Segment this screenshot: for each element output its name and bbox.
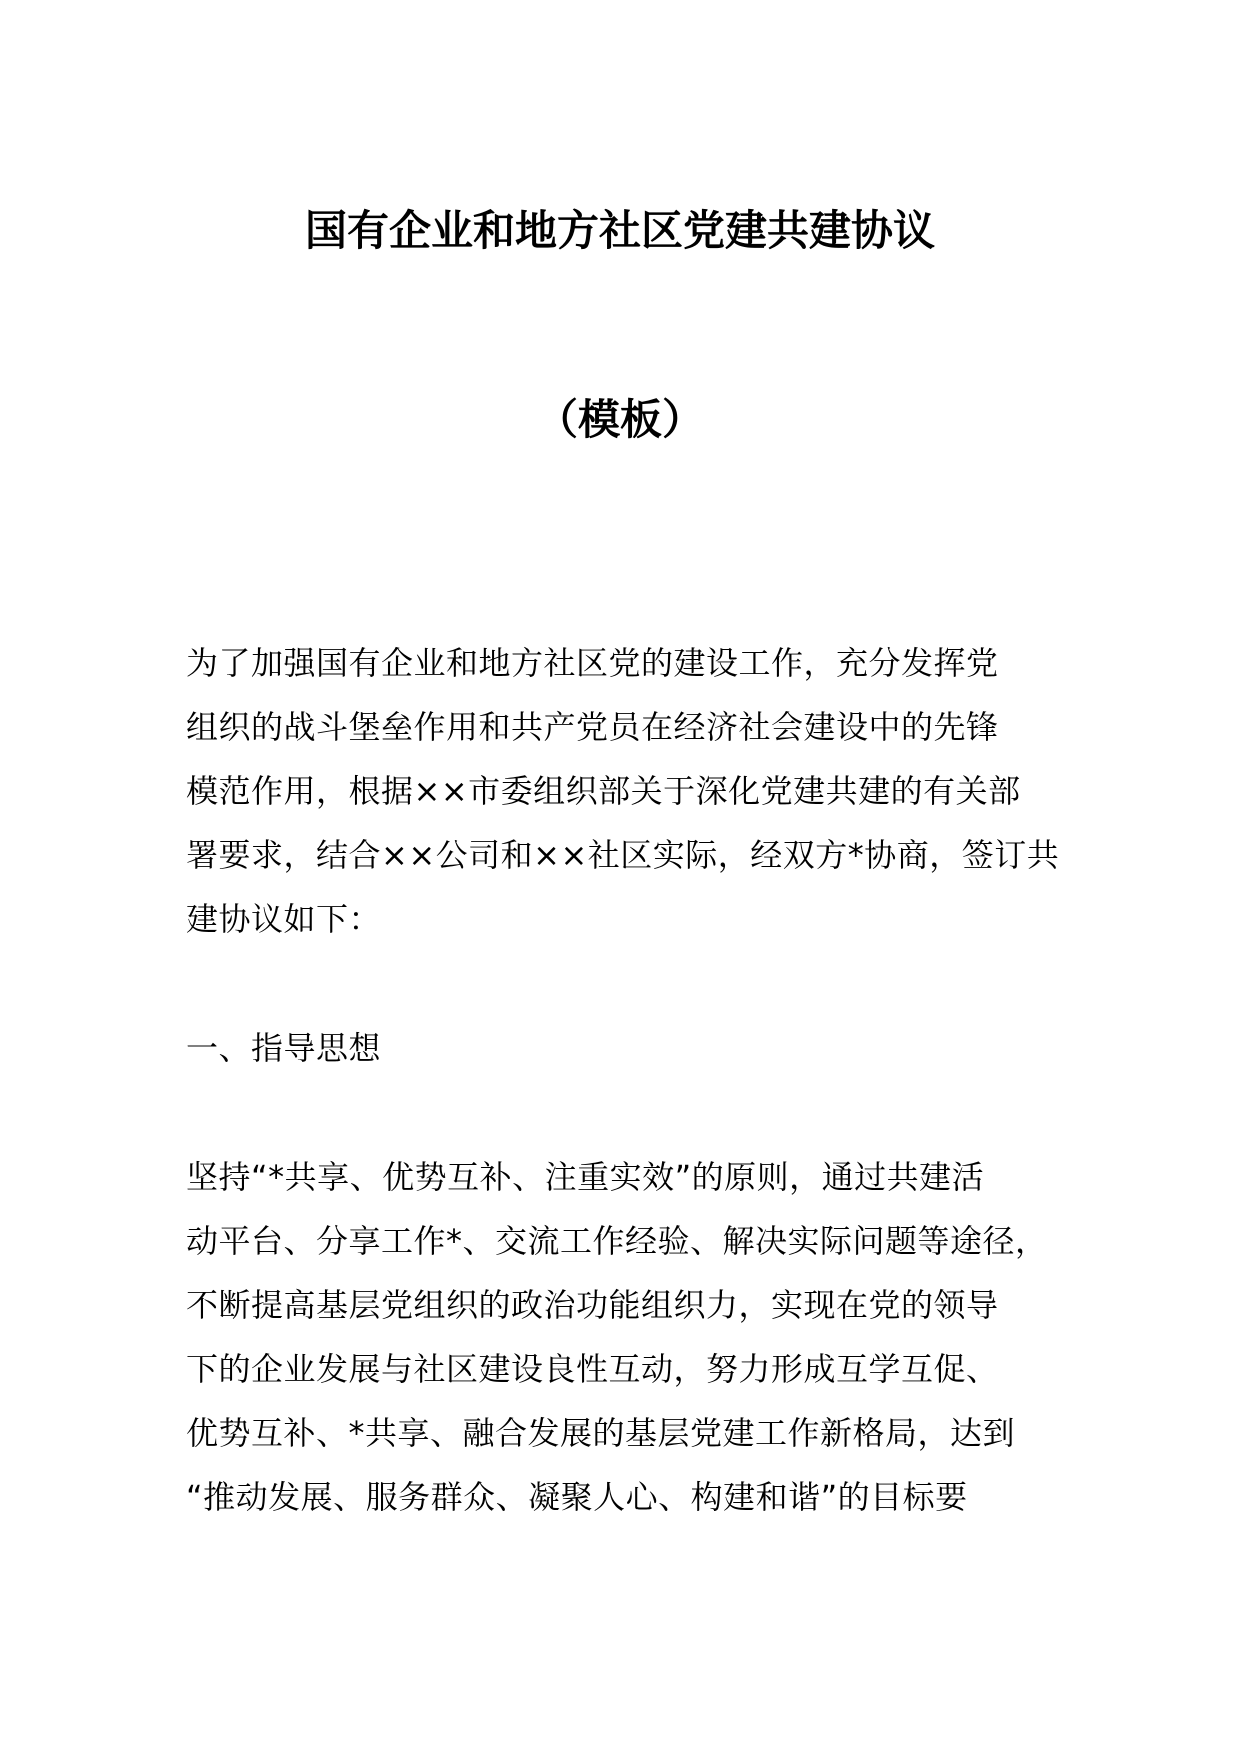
intro-line: 建协议如下： bbox=[186, 900, 382, 938]
section-heading-guiding-ideology: 一、指导思想 bbox=[186, 1029, 382, 1067]
intro-line: 为了加强国有企业和地方社区党的建设工作，充分发挥党 bbox=[186, 644, 999, 682]
document-title: 国有企业和地方社区党建共建协议 bbox=[304, 206, 935, 255]
section1-line: 下的企业发展与社区建设良性互动，努力形成互学互促、 bbox=[186, 1350, 999, 1388]
intro-line: 组织的战斗堡垒作用和共产党员在经济社会建设中的先锋 bbox=[186, 708, 999, 746]
section1-line: 动平台、分享工作*、交流工作经验、解决实际问题等途径， bbox=[186, 1222, 1048, 1260]
intro-line: 模范作用，根据××市委组织部关于深化党建共建的有关部 bbox=[186, 772, 1021, 810]
intro-line: 署要求，结合××公司和××社区实际，经双方*协商，签订共 bbox=[186, 836, 1060, 874]
section1-line: “推动发展、服务群众、凝聚人心、构建和谐”的目标要 bbox=[186, 1478, 968, 1516]
section1-line: 坚持“*共享、优势互补、注重实效”的原则，通过共建活 bbox=[186, 1158, 985, 1196]
document-subtitle: （模板） bbox=[535, 395, 704, 444]
section1-line: 优势互补、*共享、融合发展的基层党建工作新格局，达到 bbox=[186, 1414, 1016, 1452]
section1-line: 不断提高基层党组织的政治功能组织力，实现在党的领导 bbox=[186, 1286, 999, 1324]
